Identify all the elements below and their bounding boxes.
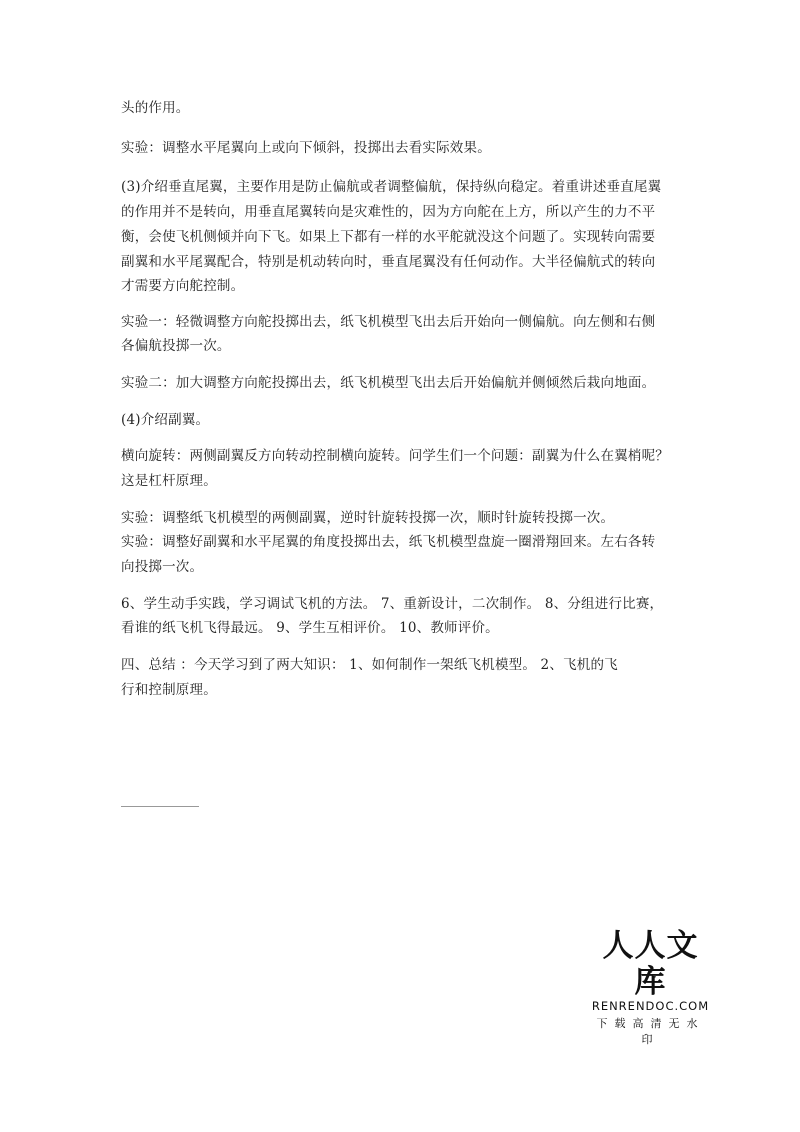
paragraph-line: 实验：调整好副翼和水平尾翼的角度投掷出去，纸飞机模型盘旋一圈滑翔回来。左右各转: [121, 534, 656, 550]
paragraph-line: 行和控制原理。: [121, 682, 217, 698]
paragraph-line: 的作用并不是转向，用垂直尾翼转向是灾难性的，因为方向舵在上方，所以产生的力不平: [121, 204, 656, 220]
paragraph-line: 6、学生动手实践，学习调试飞机的方法。 7、重新设计，二次制作。 8、分组进行比赛，: [121, 596, 664, 612]
paragraph-line: 实验：调整纸飞机模型的两侧副翼，逆时针旋转投掷一次，顺时针旋转投掷一次。: [121, 510, 615, 526]
paragraph-line: 这是杠杆原理。: [121, 473, 217, 489]
paragraph-line: 衡，会使飞机侧倾并向下飞。如果上下都有一样的水平舵就没这个问题了。实现转向需要: [121, 229, 656, 245]
paragraph-line: 四、总结 ：今天学习到了两大知识： 1、如何制作一架纸飞机模型。 2、飞机的飞: [121, 657, 618, 673]
paragraph-line: 实验二：加大调整方向舵投掷出去，纸飞机模型飞出去后开始偏航并侧倾然后栽向地面。: [121, 375, 656, 391]
paragraph-line: 横向旋转：两侧副翼反方向转动控制横向旋转。问学生们一个问题：副翼为什么在翼梢呢？: [121, 448, 669, 464]
watermark-title: 人人文库: [602, 928, 699, 1000]
paragraph-line: 头的作用。: [121, 100, 190, 116]
paragraph-line: 才需要方向舵控制。: [121, 278, 245, 294]
paragraph-line: 副翼和水平尾翼配合，特别是机动转向时，垂直尾翼没有任何动作。大半径偏航式的转向: [121, 254, 656, 270]
paragraph-line: 实验一：轻微调整方向舵投掷出去，纸飞机模型飞出去后开始向一侧偏航。向左侧和右侧: [121, 314, 656, 330]
paragraph-line: 向投掷一次。: [121, 559, 204, 575]
paragraph-line: 实验：调整水平尾翼向上或向下倾斜，投掷出去看实际效果。: [121, 140, 491, 156]
paragraph-line: (4)介绍副翼。: [121, 412, 210, 428]
paragraph-line: 看谁的纸飞机飞得最远。 9、学生互相评价。 10、教师评价。: [121, 620, 499, 636]
watermark-subtitle: 下载高清无水印: [596, 1017, 705, 1046]
watermark-logo: [588, 928, 713, 1047]
footnote-divider: [121, 806, 199, 807]
paragraph-line: (3)介绍垂直尾翼，主要作用是防止偏航或者调整偏航，保持纵向稳定。着重讲述垂直尾翼: [121, 179, 662, 195]
paragraph-line: 各偏航投掷一次。: [121, 338, 231, 354]
watermark-url: RENRENDOC.COM: [591, 999, 710, 1013]
